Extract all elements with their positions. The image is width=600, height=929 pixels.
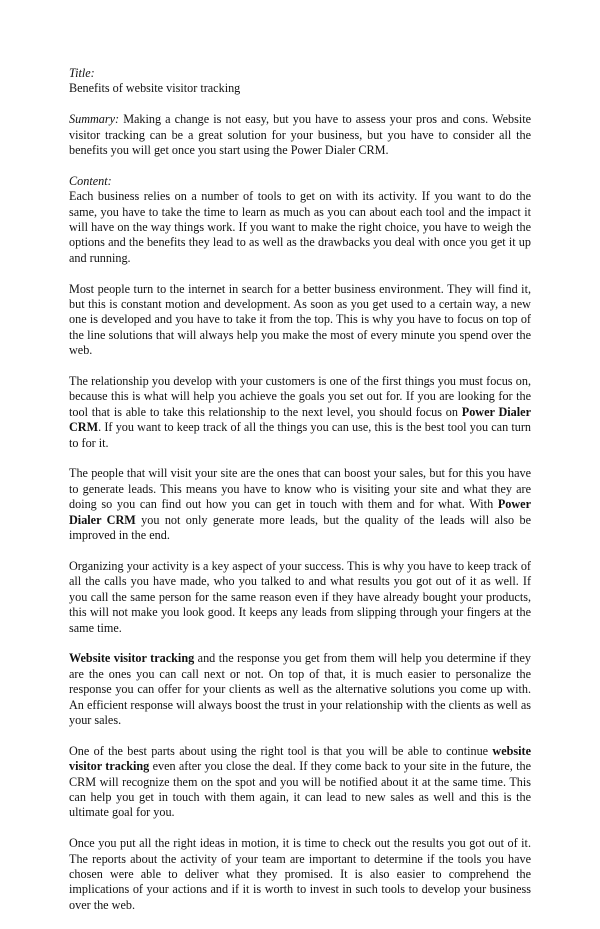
title-label: Title: xyxy=(69,66,95,80)
p3-text-c: . If you want to keep track of all the things you can use, this is the best tool you can turn to for it. xyxy=(69,420,531,450)
summary-text: Making a change is not easy, but you have to assess your pros and cons. Website visitor tracking can be a great solution for your business, but you have to consider all the benefits you will get once you start using the Power Dialer CRM. xyxy=(69,112,531,158)
p6-text-b: and the response you get from them will help you determine if they are the ones you can call next or not. On top of that, it is much easier to personalize the response you can offer for your clients as well as the alternative solutions you come up with. An efficient response will always boost the trust in your relationship with the clients as well as your sales. xyxy=(69,651,531,727)
content-paragraph-3 xyxy=(69,374,531,451)
summary-label: Summary: xyxy=(69,112,120,127)
p7-text-a: One of the best parts about using the right tool is that you will be able to continue xyxy=(69,743,493,758)
p7-text-c: even after you close the deal. If they come back to your site in the future, the CRM will recognize them on the spot and you will be notified about it at the same time. This can help you get in touch with them again, it can lead to new sales as well and this is the ultimate goal for you. xyxy=(69,759,531,820)
content-paragraph-7 xyxy=(69,744,531,821)
p4-bold-product: Power Dialer CRM xyxy=(69,497,531,527)
content-paragraph-1: Each business relies on a number of tools to get on with its activity. If you want to do the same, you have to take the time to learn as much as you can about each tool and the impact it will have on the way things work. If you want to make the right choice, you have to weigh the options and the benefits they lead to as well as the drawbacks you deal with once you get it up and running. xyxy=(69,189,531,265)
p7-bold-keyword: website visitor tracking xyxy=(69,743,531,774)
title-section xyxy=(69,66,531,97)
content-paragraph-2: Most people turn to the internet in search for a better business environment. They will find it, but this is constant motion and development. As soon as you get used to a certain way, a new one is developed and you have to take it from the top. This is why you have to focus on top of the line solutions that will always help you make the most of every minute you spend over the web. xyxy=(69,281,531,358)
p6-bold-keyword: Website visitor tracking xyxy=(69,651,195,666)
document-page xyxy=(69,66,531,929)
p4-text-c: you not only generate more leads, but the quality of the leads will also be improved in the end. xyxy=(69,512,531,543)
p3-text-a: The relationship you develop with your customers is one of the first things you must focus on, because this is what will help you achieve the goals you set out for. If you are looking for the tool that is able to take this relationship to the next level, you should focus on xyxy=(69,374,531,419)
content-paragraph-6 xyxy=(69,651,531,728)
title-text: Benefits of website visitor tracking xyxy=(69,81,241,96)
p3-bold-product: Power Dialer CRM xyxy=(69,404,531,435)
content-paragraph-4 xyxy=(69,466,531,543)
content-section xyxy=(69,174,531,266)
p4-text-a: The people that will visit your site are the ones that can boost your sales, but for this you have to generate leads. This means you have to know who is visiting your site and what they are doing so you can find out how you can get in touch with them and for what. With xyxy=(69,466,531,512)
content-paragraph-5: Organizing your activity is a key aspect of your success. This is why you have to keep track of all the calls you have made, who you talked to and what results you got out of it as well. If you call the same person for the same reason even if they have already bought your products, this will not make you look good. It keeps any leads from slipping through your fingers at the same time. xyxy=(69,558,531,635)
content-label: Content: xyxy=(69,173,112,188)
content-paragraph-8: Once you put all the right ideas in motion, it is time to check out the results you got out of it. The reports about the activity of your team are important to determine if the tools you have chosen were able to deliver what they promised. It is also easier to comprehend the implications of your actions and if it is worth to invest in such tools to develop your business over the web. xyxy=(69,836,531,912)
summary-section xyxy=(69,112,531,158)
